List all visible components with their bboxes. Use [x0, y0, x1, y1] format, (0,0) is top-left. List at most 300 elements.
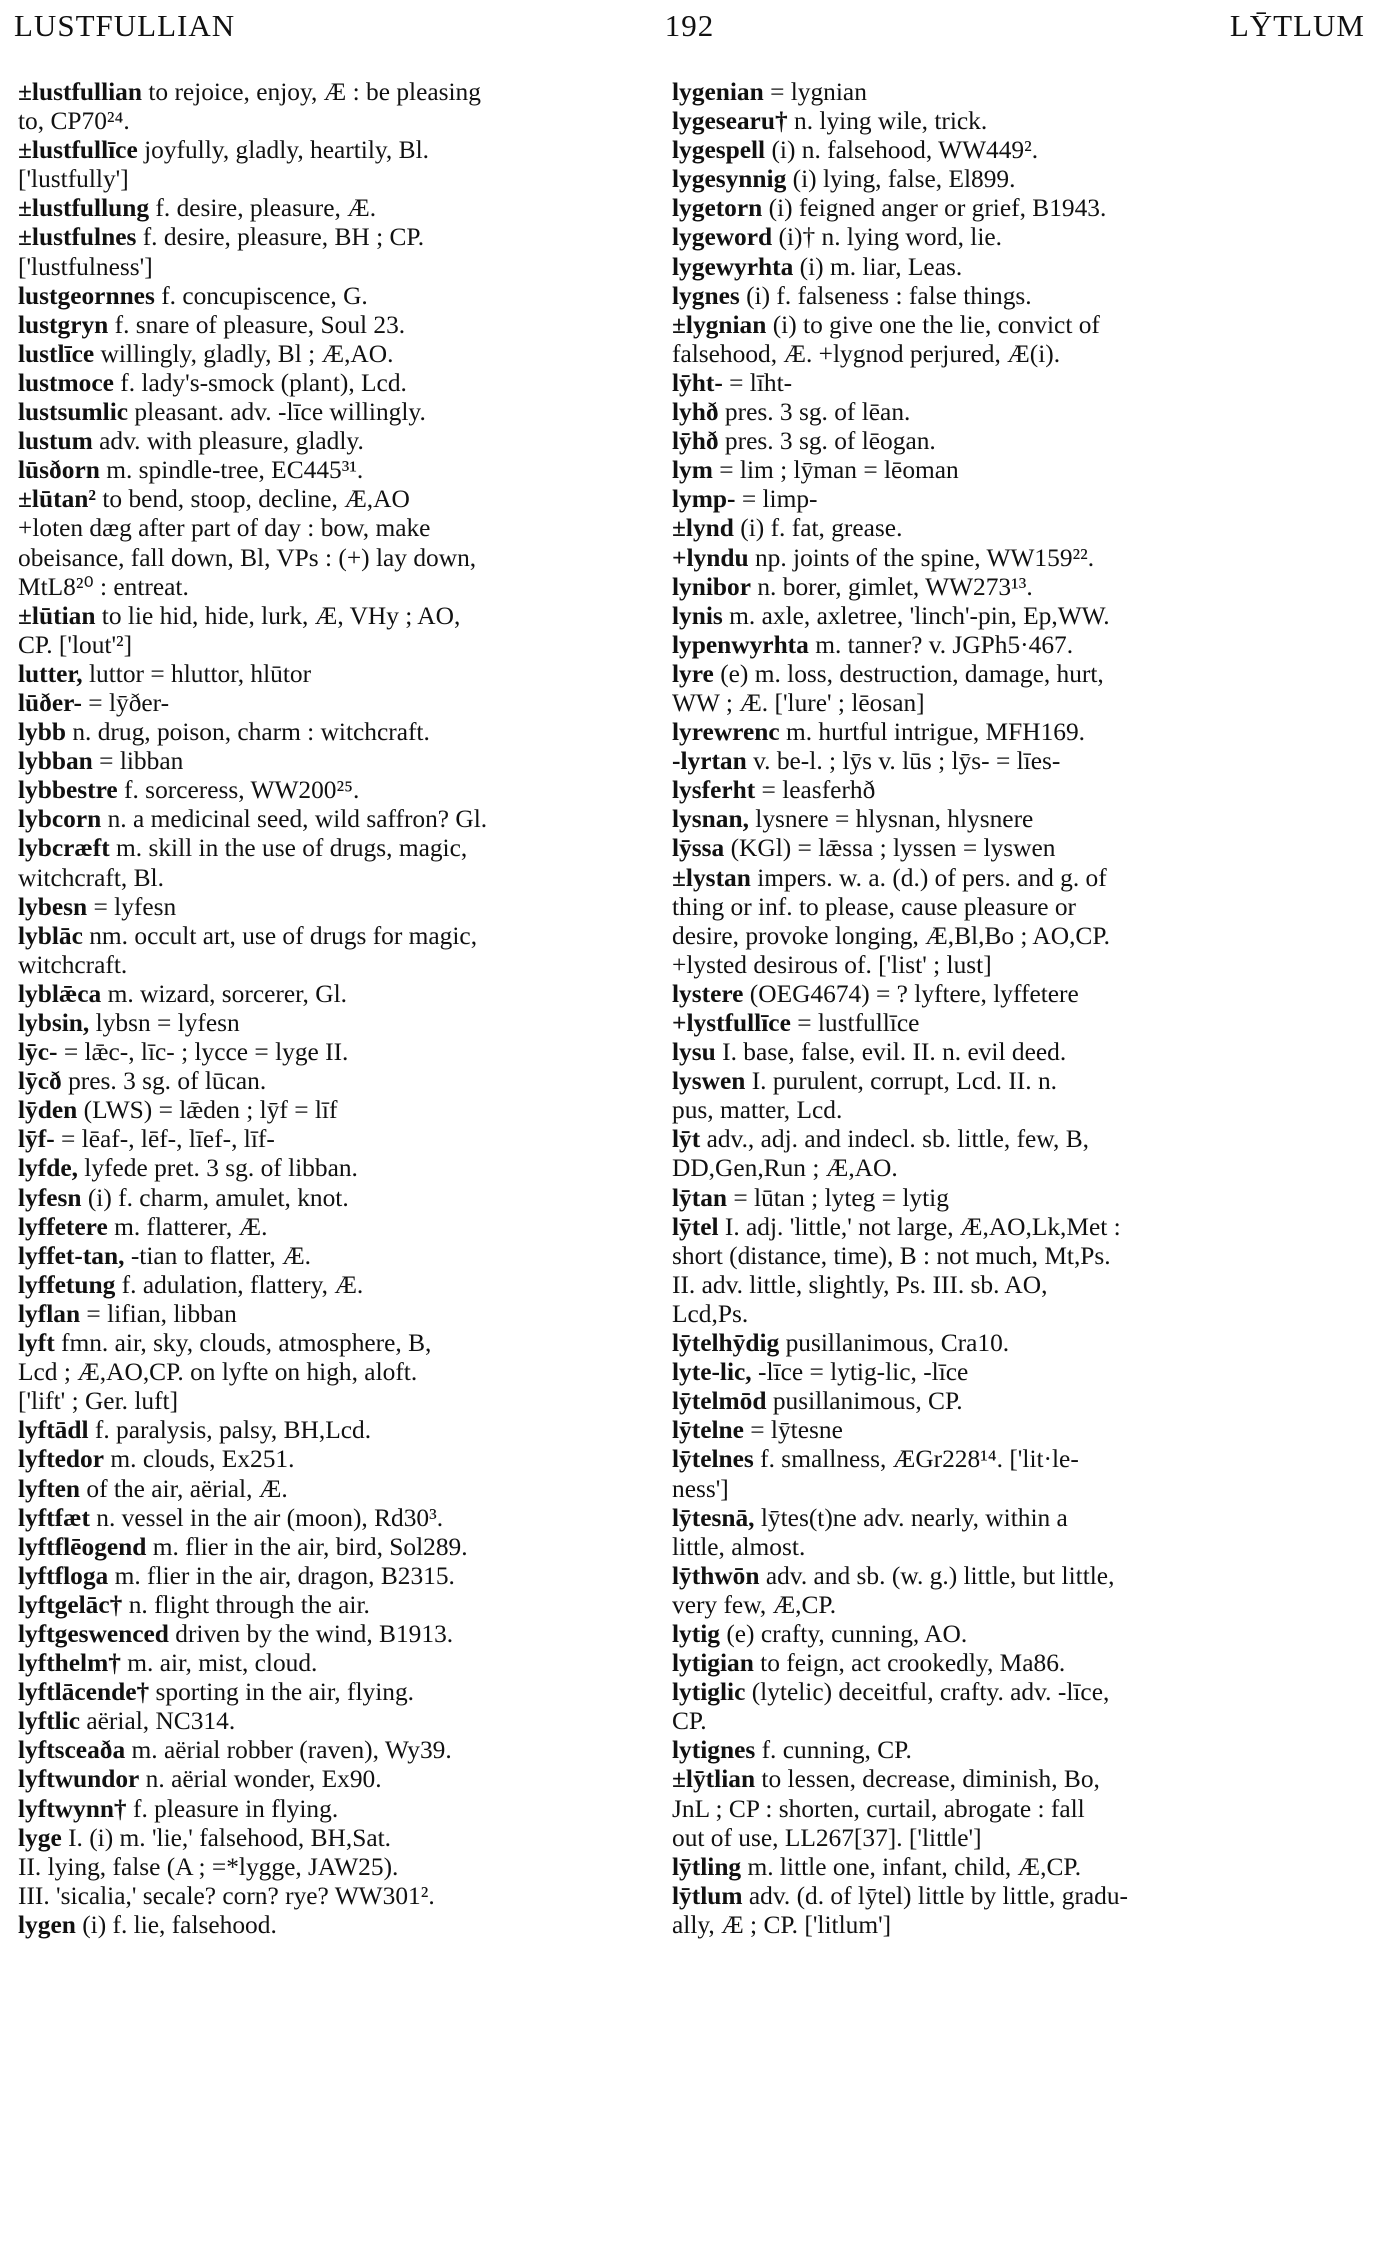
entry-definition: lyfede pret. 3 sg. of libban.: [77, 1154, 358, 1183]
entry-headword: lygesearu†: [672, 107, 788, 136]
entry-continuation: [18, 1358, 658, 1387]
entry-definition: (OEG4674) = ? lyftere, lyffetere: [743, 979, 1079, 1008]
entry-headword: lyftfloga: [18, 1561, 109, 1590]
entry-definition: obeisance, fall down, Bl, VPs : (+) lay down,: [18, 543, 477, 572]
entry-definition: = līht-: [722, 368, 793, 397]
entry-headword: lȳtelnes: [672, 1445, 754, 1474]
dictionary-entry: [672, 544, 1364, 573]
entry-headword: lyblǣca: [18, 979, 102, 1008]
dictionary-entry: [672, 1213, 1364, 1242]
dictionary-entry: [18, 1067, 658, 1096]
entry-headword: lyftādl: [18, 1416, 89, 1445]
entry-continuation: [18, 1387, 658, 1416]
entry-headword: ±lystan: [672, 863, 751, 892]
entry-definition: = lygnian: [763, 78, 867, 106]
entry-definition: III. 'sicalia,' secale? corn? rye? WW301².: [18, 1881, 435, 1910]
entry-definition: adv. with pleasure, gladly.: [92, 427, 364, 456]
dictionary-entry: [672, 194, 1364, 223]
dictionary-entry: [18, 1154, 658, 1183]
entry-headword: lym: [672, 456, 713, 485]
entry-definition: short (distance, time), B : not much, Mt,Ps.: [672, 1241, 1111, 1270]
entry-definition: little, almost.: [672, 1532, 806, 1561]
entry-definition: = lim ; lȳman = lēoman: [712, 456, 959, 485]
dictionary-entry: [672, 514, 1364, 543]
entry-definition: n. aërial wonder, Ex90.: [139, 1765, 382, 1794]
entry-definition: JnL ; CP : shorten, curtail, abrogate : fall: [672, 1794, 1085, 1823]
entry-definition: pres. 3 sg. of lēogan.: [718, 427, 936, 456]
entry-headword: -lyrtan: [672, 747, 747, 776]
entry-definition: = lēaf-, lēf-, līef-, līf-: [54, 1125, 275, 1154]
entry-definition: Lcd,Ps.: [672, 1299, 749, 1328]
entry-headword: lȳhð: [672, 427, 719, 456]
dictionary-entry: [18, 1824, 658, 1853]
entry-definition: (i) f. fat, grease.: [733, 514, 903, 543]
entry-definition: n. drug, poison, charm : witchcraft.: [66, 718, 430, 747]
entry-definition: n. lying wile, trick.: [787, 107, 988, 136]
entry-headword: lyhð: [672, 398, 719, 427]
entry-continuation: [18, 631, 658, 660]
entry-headword: lysu: [672, 1038, 716, 1067]
entry-headword: lȳtling: [672, 1852, 742, 1881]
dictionary-entry: [672, 602, 1364, 631]
entry-headword: lyffet-tan,: [18, 1241, 125, 1270]
dictionary-entry: [672, 1125, 1364, 1154]
dictionary-entry: [18, 602, 658, 631]
entry-definition: = lustfullīce: [790, 1009, 920, 1037]
dictionary-entry: [18, 427, 658, 456]
entry-headword: lybban: [18, 747, 93, 776]
entry-headword: lyswen: [672, 1067, 746, 1096]
entry-definition: ness']: [672, 1474, 729, 1503]
entry-headword: lygetorn: [672, 194, 763, 223]
entry-definition: to lessen, decrease, diminish, Bo,: [755, 1765, 1100, 1794]
dictionary-entry: [18, 1795, 658, 1824]
entry-definition: m. air, mist, cloud.: [120, 1649, 318, 1678]
entry-continuation: [18, 544, 658, 573]
entry-definition: pus, matter, Lcd.: [672, 1096, 843, 1125]
entry-headword: lyftwynn†: [18, 1794, 127, 1823]
dictionary-entry: [672, 1067, 1364, 1096]
dictionary-entry: [672, 573, 1364, 602]
entry-headword: lyfde,: [18, 1154, 78, 1183]
dictionary-entry: [18, 1300, 658, 1329]
dictionary-entry: [672, 1329, 1364, 1358]
entry-definition: = leasferhð: [755, 776, 876, 805]
entry-continuation: [18, 253, 658, 282]
entry-definition: m. flier in the air, bird, Sol289.: [146, 1532, 468, 1561]
entry-definition: nm. occult art, use of drugs for magic,: [82, 921, 478, 950]
dictionary-entry: [672, 980, 1364, 1009]
dictionary-entry: [672, 660, 1364, 689]
entry-definition: to rejoice, enjoy, Æ : be pleasing: [142, 78, 481, 106]
dictionary-entry: [18, 398, 658, 427]
dictionary-entry: [672, 1387, 1364, 1416]
entry-definition: ally, Æ ; CP. ['litlum']: [672, 1910, 892, 1939]
entry-headword: lyftfæt: [18, 1503, 90, 1532]
entry-definition: lysnere = hlysnan, hlysnere: [748, 805, 1034, 834]
entry-headword: lȳtelhȳdig: [672, 1329, 780, 1358]
entry-headword: lūðer-: [18, 688, 82, 717]
entry-definition: of the air, aërial, Æ.: [80, 1474, 288, 1503]
dictionary-entry: [18, 1125, 658, 1154]
entry-headword: ±lūtian: [18, 601, 96, 630]
dictionary-entry: [18, 805, 658, 834]
entry-headword: lybcorn: [18, 805, 102, 834]
dictionary-entry: [18, 1038, 658, 1067]
entry-definition: fmn. air, sky, clouds, atmosphere, B,: [54, 1329, 432, 1358]
entry-headword: lygesynnig: [672, 165, 787, 194]
entry-definition: II. adv. little, slightly, Ps. III. sb. AO,: [672, 1270, 1048, 1299]
entry-headword: lustum: [18, 427, 93, 456]
entry-headword: lȳtelne: [672, 1416, 744, 1445]
entry-definition: Lcd ; Æ,AO,CP. on lyfte on high, aloft.: [18, 1358, 418, 1387]
entry-definition: adv. and sb. (w. g.) little, but little,: [759, 1561, 1115, 1590]
entry-definition: f. desire, pleasure, BH ; CP.: [136, 223, 425, 252]
entry-definition: n. borer, gimlet, WW273¹³.: [751, 572, 1033, 601]
entry-definition: sporting in the air, flying.: [149, 1678, 414, 1707]
entry-headword: lustlīce: [18, 339, 95, 368]
entry-definition: (i) f. charm, amulet, knot.: [81, 1183, 349, 1212]
entry-definition: m. hurtful intrigue, MFH169.: [779, 718, 1086, 747]
entry-definition: witchcraft, Bl.: [18, 863, 164, 892]
entry-definition: joyfully, gladly, heartily, Bl.: [137, 136, 429, 165]
entry-definition: = lǣc-, līc- ; lycce = lyge II.: [57, 1038, 349, 1067]
entry-definition: to feign, act crookedly, Ma86.: [753, 1649, 1066, 1678]
dictionary-entry: [672, 427, 1364, 456]
entry-headword: lȳden: [18, 1096, 78, 1125]
dictionary-entry: [672, 78, 1364, 107]
left-column: [18, 78, 658, 1940]
entry-definition: f. cunning, CP.: [755, 1736, 912, 1765]
entry-definition: driven by the wind, B1913.: [168, 1619, 454, 1648]
entry-headword: lyfthelm†: [18, 1649, 121, 1678]
entry-continuation: [18, 1882, 658, 1911]
entry-headword: lybb: [18, 718, 66, 747]
entry-continuation: [672, 1533, 1364, 1562]
entry-definition: m. spindle-tree, EC445³¹.: [99, 456, 364, 485]
entry-definition: II. lying, false (A ; =*lygge, JAW25).: [18, 1852, 399, 1881]
dictionary-entry: [672, 253, 1364, 282]
dictionary-entry: [18, 1271, 658, 1300]
entry-definition: +lysted desirous of. ['list' ; lust]: [672, 950, 992, 979]
dictionary-entry: [18, 1504, 658, 1533]
entry-definition: pusillanimous, CP.: [766, 1387, 963, 1416]
entry-definition: (i) feigned anger or grief, B1943.: [762, 194, 1107, 223]
dictionary-entry: [672, 485, 1364, 514]
dictionary-entry: [18, 747, 658, 776]
dictionary-entry: [18, 834, 658, 863]
entry-headword: lyftgelāc†: [18, 1590, 123, 1619]
dictionary-entry: [18, 1736, 658, 1765]
entry-definition: = limp-: [735, 485, 818, 514]
dictionary-entry: [672, 282, 1364, 311]
entry-continuation: [672, 1911, 1364, 1940]
entry-continuation: [672, 1707, 1364, 1736]
entry-continuation: [672, 1096, 1364, 1125]
entry-definition: v. be-l. ; lȳs v. lūs ; lȳs- = līes-: [746, 747, 1061, 776]
entry-headword: lygenian: [672, 78, 764, 106]
dictionary-entry: [672, 1358, 1364, 1387]
dictionary-entry: [18, 223, 658, 252]
entry-definition: f. adulation, flattery, Æ.: [115, 1270, 364, 1299]
entry-continuation: [672, 1300, 1364, 1329]
dictionary-entry: [18, 456, 658, 485]
entry-definition: f. smallness, ÆGr228¹⁴. ['lit·le-: [753, 1445, 1079, 1474]
entry-headword: lyflan: [18, 1299, 81, 1328]
entry-definition: (i) lying, false, El899.: [786, 165, 1016, 194]
entry-definition: very few, Æ,CP.: [672, 1590, 837, 1619]
entry-headword: lybbestre: [18, 776, 118, 805]
entry-definition: -tian to flatter, Æ.: [124, 1241, 312, 1270]
entry-headword: lȳssa: [672, 834, 725, 863]
entry-headword: lypenwyrhta: [672, 630, 809, 659]
entry-definition: (i) to give one the lie, convict of: [766, 310, 1100, 339]
entry-headword: lygewyrhta: [672, 252, 794, 281]
dictionary-entry: [672, 1649, 1364, 1678]
entry-definition: (lytelic) deceitful, crafty. adv. -līce,: [745, 1678, 1110, 1707]
dictionary-entry: [18, 776, 658, 805]
entry-definition: = lifian, libban: [80, 1299, 237, 1328]
entry-definition: pres. 3 sg. of lūcan.: [61, 1067, 267, 1096]
entry-definition: CP. ['lout'²]: [18, 630, 133, 659]
entry-headword: lȳtesnā,: [672, 1503, 755, 1532]
entry-headword: lyfesn: [18, 1183, 82, 1212]
entry-definition: m. flatterer, Æ.: [107, 1212, 268, 1241]
entry-definition: n. a medicinal seed, wild saffron? Gl.: [101, 805, 488, 834]
dictionary-entry: [18, 660, 658, 689]
entry-definition: ['lustfulness']: [18, 252, 153, 281]
entry-definition: n. vessel in the air (moon), Rd30³.: [89, 1503, 444, 1532]
entry-definition: I. adj. 'little,' not large, Æ,AO,Lk,Met :: [718, 1212, 1121, 1241]
header-first-headword: LUSTFULLIAN: [14, 8, 236, 43]
entry-definition: pres. 3 sg. of lēan.: [718, 398, 911, 427]
entry-definition: (i) n. falsehood, WW449².: [765, 136, 1039, 165]
entry-definition: m. flier in the air, dragon, B2315.: [108, 1561, 455, 1590]
entry-headword: ±lūtan²: [18, 485, 96, 514]
entry-continuation: [18, 573, 658, 602]
entry-continuation: [672, 1154, 1364, 1183]
dictionary-entry: [672, 864, 1364, 893]
entry-definition: thing or inf. to please, cause pleasure or: [672, 892, 1076, 921]
entry-headword: lyftedor: [18, 1445, 105, 1474]
entry-definition: out of use, LL267[37]. ['little']: [672, 1823, 982, 1852]
entry-definition: (i) m. liar, Leas.: [793, 252, 963, 281]
entry-headword: lyftgeswenced: [18, 1619, 169, 1648]
entry-headword: lyften: [18, 1474, 81, 1503]
dictionary-entry: [18, 194, 658, 223]
entry-headword: lȳt: [672, 1125, 701, 1154]
entry-continuation: [672, 1795, 1364, 1824]
entry-headword: ±lustfullīce: [18, 136, 138, 165]
dictionary-entry: [672, 1416, 1364, 1445]
entry-headword: lustsumlic: [18, 398, 129, 427]
entry-headword: +lystfullīce: [672, 1009, 791, 1037]
dictionary-entry: [18, 1242, 658, 1271]
dictionary-entry: [18, 340, 658, 369]
entry-definition: m. little one, infant, child, Æ,CP.: [741, 1852, 1082, 1881]
entry-continuation: [672, 689, 1364, 718]
entry-definition: luttor = hluttor, hlūtor: [82, 659, 312, 688]
entry-continuation: [18, 951, 658, 980]
dictionary-entry: [18, 980, 658, 1009]
dictionary-entry: [672, 834, 1364, 863]
entry-definition: impers. w. a. (d.) of pers. and g. of: [750, 863, 1107, 892]
dictionary-entry: [18, 1620, 658, 1649]
entry-definition: -līce = lytig-lic, -līce: [751, 1358, 969, 1387]
entry-definition: = lȳtesne: [743, 1416, 843, 1445]
entry-headword: lytigian: [672, 1649, 754, 1678]
entry-definition: (LWS) = lǣden ; lȳf = līf: [77, 1096, 338, 1125]
dictionary-entry: [18, 1009, 658, 1038]
entry-continuation: [672, 951, 1364, 980]
entry-definition: (i)† n. lying word, lie.: [772, 223, 1003, 252]
entry-continuation: [672, 922, 1364, 951]
entry-definition: (KGl) = lǣssa ; lyssen = lyswen: [724, 834, 1056, 863]
entry-definition: DD,Gen,Run ; Æ,AO.: [672, 1154, 898, 1183]
entry-headword: lytiglic: [672, 1678, 746, 1707]
dictionary-entry: [672, 776, 1364, 805]
entry-headword: lȳc-: [18, 1038, 58, 1067]
entry-headword: lyftlic: [18, 1707, 81, 1736]
entry-definition: WW ; Æ. ['lure' ; lēosan]: [672, 688, 925, 717]
page-header: [14, 8, 1365, 42]
entry-headword: lyftlācende†: [18, 1678, 150, 1707]
entry-definition: = lȳðer-: [81, 688, 170, 717]
dictionary-entry: [672, 1882, 1364, 1911]
right-column: [672, 78, 1364, 1940]
entry-definition: lȳtes(t)ne adv. nearly, within a: [754, 1503, 1068, 1532]
dictionary-entry: [18, 1416, 658, 1445]
dictionary-entry: [18, 1765, 658, 1794]
entry-headword: lybesn: [18, 892, 88, 921]
entry-headword: lyft: [18, 1329, 55, 1358]
entry-headword: lybcræft: [18, 834, 110, 863]
entry-definition: MtL8²⁰ : entreat.: [18, 572, 189, 601]
dictionary-entry: [672, 1765, 1364, 1794]
dictionary-entry: [18, 136, 658, 165]
dictionary-entry: [18, 1649, 658, 1678]
entry-definition: pleasant. adv. -līce willingly.: [128, 398, 426, 427]
dictionary-entry: [18, 485, 658, 514]
entry-definition: ['lustfully']: [18, 165, 129, 194]
entry-headword: lyte-lic,: [672, 1358, 752, 1387]
dictionary-entry: [672, 107, 1364, 136]
entry-definition: (e) m. loss, destruction, damage, hurt,: [713, 659, 1104, 688]
entry-definition: falsehood, Æ. +lygnod perjured, Æ(i).: [672, 339, 1061, 368]
entry-definition: = libban: [92, 747, 184, 776]
entry-headword: +lyndu: [672, 543, 749, 572]
entry-continuation: [18, 165, 658, 194]
entry-continuation: [18, 514, 658, 543]
entry-definition: n. flight through the air.: [122, 1590, 370, 1619]
entry-headword: lyrewrenc: [672, 718, 780, 747]
entry-definition: f. pleasure in flying.: [126, 1794, 339, 1823]
entry-definition: to, CP70²⁴.: [18, 107, 130, 136]
dictionary-entry: [672, 805, 1364, 834]
entry-headword: lyge: [18, 1823, 62, 1852]
dictionary-entry: [18, 1591, 658, 1620]
dictionary-entry: [672, 136, 1364, 165]
dictionary-entry: [672, 1504, 1364, 1533]
entry-headword: lutter,: [18, 659, 83, 688]
entry-continuation: [672, 1271, 1364, 1300]
dictionary-entry: [18, 1562, 658, 1591]
entry-continuation: [672, 1475, 1364, 1504]
dictionary-entry: [18, 1475, 658, 1504]
entry-continuation: [672, 893, 1364, 922]
entry-definition: np. joints of the spine, WW159²².: [748, 543, 1095, 572]
entry-definition: adv., adj. and indecl. sb. little, few, B,: [700, 1125, 1089, 1154]
dictionary-entry: [18, 689, 658, 718]
entry-headword: ±lynd: [672, 514, 734, 543]
entry-headword: lytignes: [672, 1736, 756, 1765]
dictionary-entry: [672, 398, 1364, 427]
entry-definition: to lie hid, hide, lurk, Æ, VHy ; AO,: [95, 601, 461, 630]
dictionary-entry: [672, 1038, 1364, 1067]
entry-headword: lymp-: [672, 485, 736, 514]
dictionary-entry: [672, 631, 1364, 660]
dictionary-entry: [672, 1009, 1364, 1038]
entry-headword: lysnan,: [672, 805, 749, 834]
dictionary-entry: [18, 1445, 658, 1474]
entry-headword: ±lustfullung: [18, 194, 150, 223]
entry-continuation: [672, 1591, 1364, 1620]
entry-headword: lȳf-: [18, 1125, 55, 1154]
dictionary-entry: [672, 747, 1364, 776]
entry-headword: ±lustfulnes: [18, 223, 137, 252]
entry-definition: aërial, NC314.: [80, 1707, 236, 1736]
dictionary-entry: [18, 1329, 658, 1358]
entry-definition: f. desire, pleasure, Æ.: [149, 194, 377, 223]
dictionary-entry: [672, 1736, 1364, 1765]
entry-headword: ±lygnian: [672, 310, 767, 339]
dictionary-entry: [672, 718, 1364, 747]
entry-headword: lyftwundor: [18, 1765, 140, 1794]
entry-headword: ±lustfullian: [18, 78, 143, 106]
entry-definition: (i) f. lie, falsehood.: [75, 1910, 277, 1939]
entry-headword: lūsðorn: [18, 456, 100, 485]
entry-headword: lygnes: [672, 281, 740, 310]
entry-headword: lyffetung: [18, 1270, 116, 1299]
entry-headword: lygeword: [672, 223, 773, 252]
entry-definition: I. (i) m. 'lie,' falsehood, BH,Sat.: [61, 1823, 392, 1852]
entry-definition: lybsn = lyfesn: [89, 1009, 240, 1037]
entry-definition: m. tanner? v. JGPh5·467.: [808, 630, 1074, 659]
dictionary-entry: [672, 456, 1364, 485]
entry-definition: adv. (d. of lȳtel) little by little, gradu-: [742, 1881, 1128, 1910]
dictionary-entry: [18, 282, 658, 311]
dictionary-entry: [672, 1445, 1364, 1474]
entry-headword: lyblāc: [18, 921, 83, 950]
entry-headword: lyftsceaða: [18, 1736, 126, 1765]
dictionary-entry: [18, 311, 658, 340]
entry-definition: f. snare of pleasure, Soul 23.: [108, 310, 406, 339]
dictionary-entry: [18, 893, 658, 922]
entry-definition: f. sorceress, WW200²⁵.: [117, 776, 360, 805]
entry-definition: = lūtan ; lyteg = lytig: [727, 1183, 949, 1212]
entry-headword: lygen: [18, 1910, 76, 1939]
entry-headword: lustgeornnes: [18, 281, 155, 310]
entry-definition: CP.: [672, 1707, 707, 1736]
entry-continuation: [672, 1242, 1364, 1271]
dictionary-entry: [672, 311, 1364, 340]
entry-definition: to bend, stoop, decline, Æ,AO: [96, 485, 410, 514]
entry-definition: willingly, gladly, Bl ; Æ,AO.: [94, 339, 394, 368]
entry-headword: lȳcð: [18, 1067, 62, 1096]
dictionary-entry: [18, 1184, 658, 1213]
entry-headword: lȳtan: [672, 1183, 728, 1212]
entry-headword: lytig: [672, 1619, 720, 1648]
